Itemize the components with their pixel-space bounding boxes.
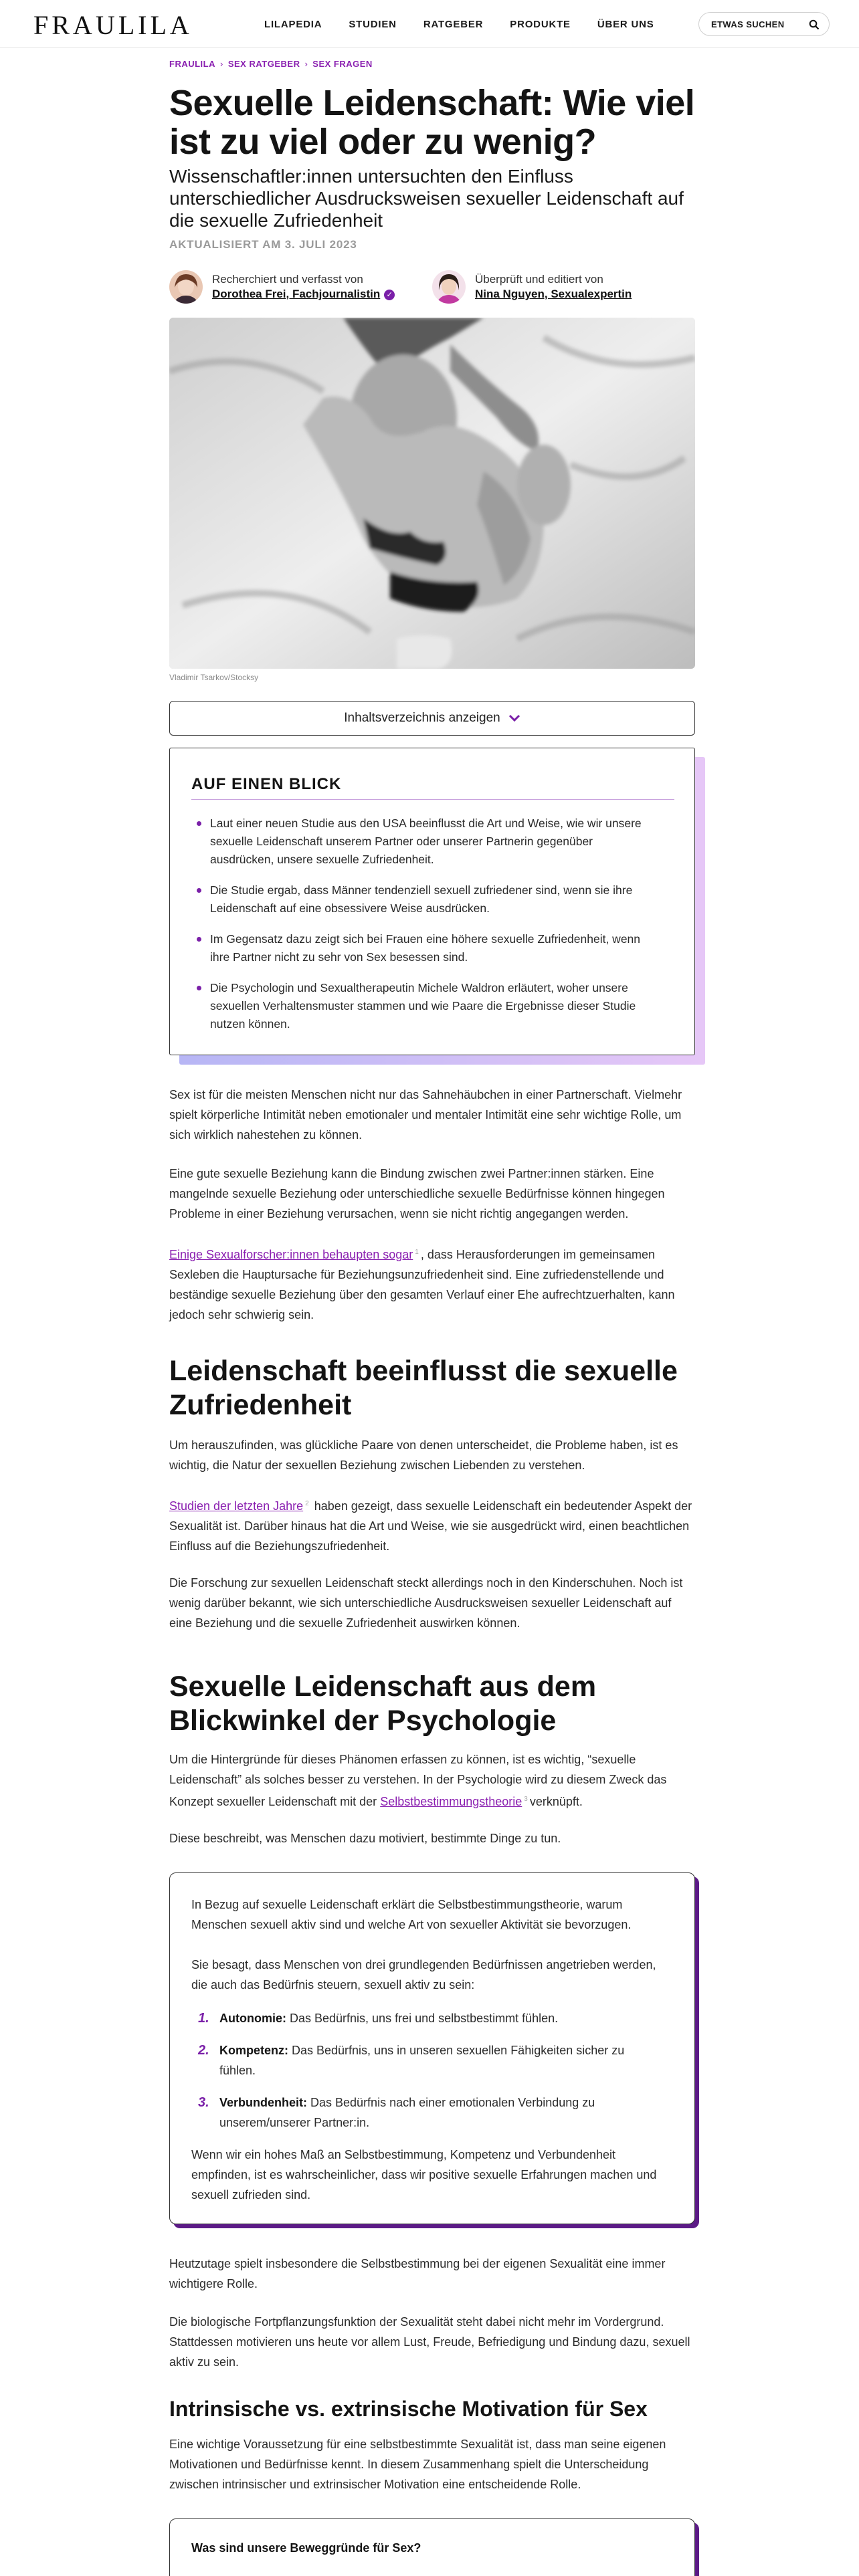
main-nav xyxy=(264,19,681,30)
breadcrumb-fraulila[interactable]: FRAULILA xyxy=(169,59,215,69)
paragraph-text: Um die Hintergründe für dieses Phänomen erfassen zu können, ist es wichtig, “sexuelle Leidenschaft” als solches besser zu verstehen. In der Psychologie wird zu diesem Zweck das Konzept sexueller Leidenschaft mit der xyxy=(169,1753,667,1808)
site-logo[interactable]: FRAULILA xyxy=(33,10,193,40)
search-label: ETWAS SUCHEN xyxy=(711,19,785,29)
footnote-ref[interactable]: 3 xyxy=(524,1796,528,1803)
motivation-box xyxy=(169,2518,695,2576)
paragraph xyxy=(169,1494,695,1556)
box-title: Was sind unsere Beweggründe für Sex? xyxy=(191,2541,421,2555)
section-heading: Sexuelle Leidenschaft aus dem Blickwinkel der Psychologie xyxy=(169,1671,597,1737)
reviewer-name[interactable]: Nina Nguyen, Sexualexpertin xyxy=(475,288,632,300)
nav-studien[interactable]: STUDIEN xyxy=(349,19,397,30)
list-item: 3. Verbundenheit: Das Bedürfnis nach einer emotionalen Verbindung zu unserem/unserer Partner:in. xyxy=(198,2095,595,2129)
toc-label: Inhaltsverzeichnis anzeigen xyxy=(344,711,500,725)
reviewer-block xyxy=(432,270,632,304)
nav-produkte[interactable]: PRODUKTE xyxy=(510,19,571,30)
paragraph: Eine wichtige Voraussetzung für eine selbstbestimmte Sexualität ist, dass man seine eigenen Motivationen und Bedürfnisse kennt. In diesem Zusammenhang spielt die Unterscheidung zwischen intrinsischer und extrinsischer Motivation eine entscheidende Rolle. xyxy=(169,2438,666,2491)
source-link-3[interactable]: Selbstbestimmungstheorie xyxy=(380,1795,522,1808)
nav-ratgeber[interactable]: RATGEBER xyxy=(423,19,484,30)
verified-icon: ✓ xyxy=(384,290,395,300)
nav-lilapedia[interactable]: LILAPEDIA xyxy=(264,19,322,30)
reviewer-avatar[interactable] xyxy=(432,270,466,304)
paragraph-text: haben gezeigt, dass sexuelle Leidenschaft ein bedeutender Aspekt der Sexualität ist. Darüber hinaus hat die Art und Weise, wie sie ausgedrückt wird, einen beachtlichen Einfluss auf die Beziehungszufriedenheit. xyxy=(169,1499,692,1553)
breadcrumb: FRAULILA › SEX RATGEBER › SEX FRAGEN xyxy=(169,59,373,69)
paragraph-text: , dass Herausforderungen im gemeinsamen Sexleben die Hauptursache für Beziehungsunzufriedenheit sind. Eine zufriedenstellende und beständige sexuelle Beziehung über den gesamten Verlauf einer Ehe aufrechtzuerhalten, kann jedoch sehr schwierig sein. xyxy=(169,1248,675,1321)
paragraph xyxy=(169,1749,695,1812)
nav-ueber-uns[interactable]: ÜBER UNS xyxy=(597,19,654,30)
image-credit: Vladimir Tsarkov/Stocksy xyxy=(169,673,259,682)
glance-item: Laut einer neuen Studie aus den USA beeinflusst die Art und Weise, wie wir unsere sexuelle Leidenschaft unserem Partner oder unserer Partnerin gegenüber ausdrücken, unsere sexuelle Zufriedenheit. xyxy=(191,815,660,869)
page-title: Sexuelle Leidenschaft: Wie viel ist zu viel oder zu wenig? xyxy=(169,83,695,162)
author-name[interactable]: Dorothea Frei, Fachjournalistin xyxy=(212,288,381,300)
paragraph: Die Forschung zur sexuellen Leidenschaft steckt allerdings noch in den Kinderschuhen. Noch ist wenig darüber bekannt, wie sich unterschiedliche Ausdrucksweisen sexueller Leidenschaft auf eine Beziehung und die sexuelle Zufriedenheit auswirken können. xyxy=(169,1576,683,1630)
paragraph: Sex ist für die meisten Menschen nicht nur das Sahnehäubchen in einer Partnerschaft. Vielmehr spielt körperliche Intimität neben emotionaler und mentaler Intimität eine sehr wichtige Rolle, um sich wirklich nahestehen zu können. xyxy=(169,1088,682,1142)
list-item: 2. Kompetenz: Das Bedürfnis, uns in unseren sexuellen Fähigkeiten sicher zu fühlen. xyxy=(198,2043,625,2077)
glance-item: Im Gegensatz dazu zeigt sich bei Frauen eine höhere sexuelle Zufriedenheit, wenn ihre Partner nicht zu sehr von Sex besessen sind. xyxy=(191,930,660,966)
hero-image xyxy=(169,318,695,669)
paragraph: Eine gute sexuelle Beziehung kann die Bindung zwischen zwei Partner:innen stärken. Eine mangelnde sexuelle Beziehung oder unterschiedliche sexuelle Bedürfnisse können hingegen Probleme in einer Beziehung verursachen, wenn sie nicht richtig angegangen werden. xyxy=(169,1167,665,1220)
paragraph: Diese beschreibt, was Menschen dazu motiviert, bestimmte Dinge zu tun. xyxy=(169,1832,561,1845)
paragraph: Um herauszufinden, was glückliche Paare von denen unterscheidet, die Probleme haben, ist es wichtig, die Natur der sexuellen Beziehung zwischen Liebenden zu verstehen. xyxy=(169,1438,678,1472)
search-input[interactable] xyxy=(698,12,830,36)
source-link-2[interactable]: Studien der letzten Jahre xyxy=(169,1499,304,1513)
at-a-glance-box xyxy=(169,748,695,1055)
footnote-ref[interactable]: 1 xyxy=(415,1249,419,1256)
paragraph xyxy=(169,1243,695,1325)
site-header xyxy=(0,0,859,48)
breadcrumb-sex-fragen[interactable]: SEX FRAGEN xyxy=(312,59,373,69)
author-block xyxy=(169,270,395,304)
paragraph: Die biologische Fortpflanzungsfunktion der Sexualität steht dabei nicht mehr im Vordergrund. Stattdessen motivieren uns heute vor allem Lust, Freude, Befriedigung und Bindung dazu, sexuell aktiv zu sein. xyxy=(169,2315,690,2369)
glance-item: Die Psychologin und Sexualtherapeutin Michele Waldron erläutert, woher unsere sexuellen Verhaltensmuster stammen und wie Paare die Ergebnisse dieser Studie nutzen können. xyxy=(191,979,660,1033)
needs-list xyxy=(191,2008,672,2133)
glance-heading: AUF EINEN BLICK xyxy=(191,775,674,800)
box-paragraph: In Bezug auf sexuelle Leidenschaft erklärt die Selbstbestimmungstheorie, warum Menschen sexuell aktiv sind und welche Art von sexueller Aktivität sie bevorzugen. xyxy=(191,1898,632,1931)
section-heading: Leidenschaft beeinflusst die sexuelle Zufriedenheit xyxy=(169,1355,678,1421)
reviewer-label: Überprüft und editiert von xyxy=(475,273,603,286)
paragraph-text: verknüpft. xyxy=(529,1795,583,1808)
paragraph: Heutzutage spielt insbesondere die Selbstbestimmung bei der eigenen Sexualität eine immer wichtigere Rolle. xyxy=(169,2257,666,2290)
search-icon[interactable] xyxy=(809,19,820,30)
author-avatar[interactable] xyxy=(169,270,203,304)
page-subtitle: Wissenschaftler:innen untersuchten den Einfluss unterschiedlicher Ausdrucksweisen sexueller Leidenschaft auf die sexuelle Zufriedenheit xyxy=(169,166,684,231)
breadcrumb-sex-ratgeber[interactable]: SEX RATGEBER xyxy=(227,59,300,69)
glance-item: Die Studie ergab, dass Männer tendenziell sexuell zufriedener sind, wenn sie ihre Leidenschaft auf eine obsessivere Weise ausdrücken. xyxy=(191,881,660,918)
info-box xyxy=(169,1872,695,2224)
chevron-down-icon xyxy=(508,714,520,722)
source-link-1[interactable]: Einige Sexualforscher:innen behaupten sogar xyxy=(169,1248,413,1261)
box-paragraph: Wenn wir ein hohes Maß an Selbstbestimmung, Kompetenz und Verbundenheit empfinden, ist es wahrscheinlicher, dass wir positive sexuelle Erfahrungen machen und sexuell zufrieden sind. xyxy=(191,2148,657,2202)
author-label: Recherchiert und verfasst von xyxy=(212,273,363,286)
footnote-ref[interactable]: 2 xyxy=(305,1500,309,1507)
toc-toggle-button[interactable] xyxy=(169,701,695,736)
subsection-heading: Intrinsische vs. extrinsische Motivation für Sex xyxy=(169,2397,648,2421)
box-paragraph: Sie besagt, dass Menschen von drei grundlegenden Bedürfnissen angetrieben werden, die auch das Bedürfnis steuern, sexuell aktiv zu sein: xyxy=(191,1958,656,1992)
list-item: 1. Autonomie: Das Bedürfnis, uns frei und selbstbestimmt fühlen. xyxy=(198,2011,559,2026)
updated-date: AKTUALISIERT AM 3. JULI 2023 xyxy=(169,238,357,251)
